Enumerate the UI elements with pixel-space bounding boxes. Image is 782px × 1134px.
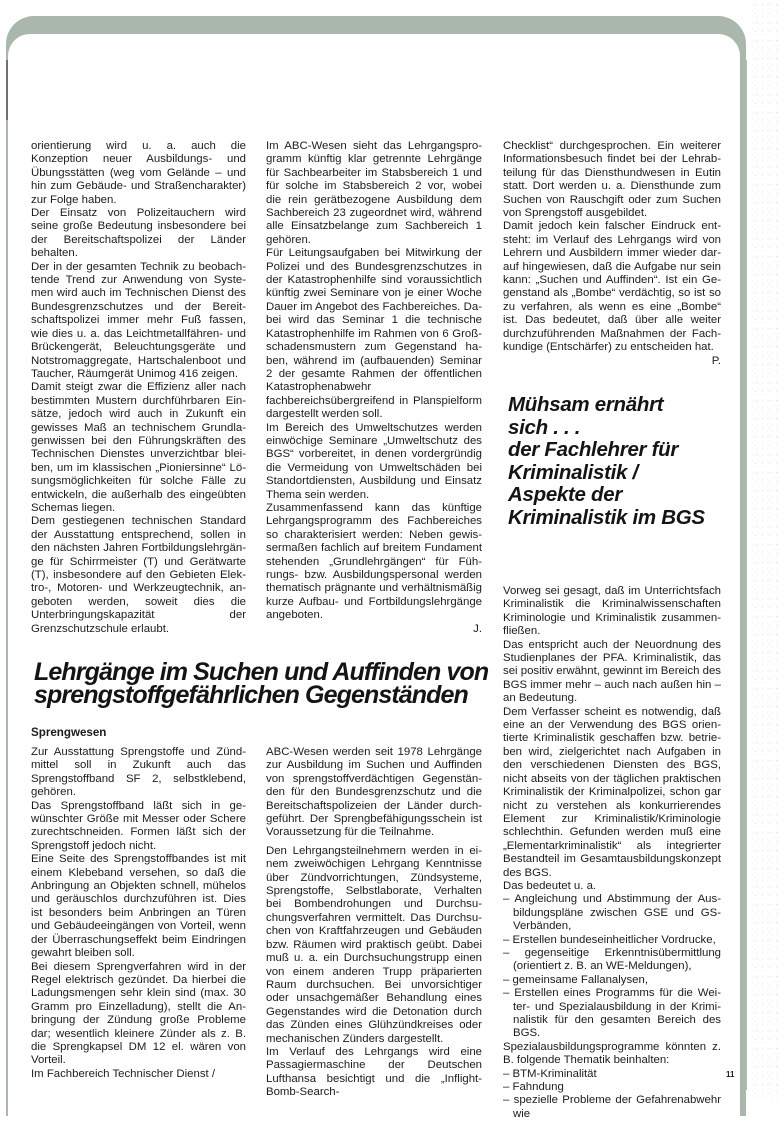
main-article-column-right <box>266 746 482 1100</box>
author-initial: J. <box>473 622 482 635</box>
column-b <box>266 140 482 636</box>
page-left-edge <box>6 60 8 120</box>
paragraph: Checklist“ durchgesprochen. Ein weiterer Informationsbesuch findet bei der Lehrabteilung für das Diensthundwesen in Eutin statt. Dort werden u. a. Diensthunde zum Suchen von Rauschgift oder zum Suchen von Sprengstoff ausgebildet. <box>503 140 721 220</box>
list-item: – Erstellen eines Programms für die Weiter- und Spezialausbildung in der Kriminalistik für den gesamten Bereich des BGS. <box>503 987 721 1040</box>
main-article-column-left <box>31 746 246 1081</box>
paragraph: Das entspricht auch der Neuordnung des Studienplanes der PFA. Kriminalistik, das sei positiv erwähnt, gewinnt im Bereich des BGS immer mehr – auch nach außen hin – an Bedeutung. <box>503 638 721 705</box>
paragraph: Damit steigt zwar die Effizienz aller nach bestimmten Mustern durchführbaren Einsätze, jedoch wird auch in Zukunft ein gewisses Maß an technischem Grundlagenwissen bei den Führungskräften des Technischen Dienstes unverzichtbar bleiben, um im klassischen „Pioniersinne“ Lösungsmöglichkeiten für solche Fälle zu entwickeln, die außerhalb des eingeübten Schemas liegen. <box>31 381 246 514</box>
main-article-headline <box>34 658 504 709</box>
list-item: – gemeinsame Fallanalysen, <box>503 973 648 986</box>
paragraph: Spezialausbildungsprogramme könnten z. B. folgende Thematik beinhalten: <box>503 1040 721 1067</box>
headline-line: Kriminalistik im BGS <box>508 505 705 529</box>
side-article-body <box>503 585 721 1121</box>
paragraph: ABC-Wesen werden seit 1978 Lehrgänge zur Ausbildung im Suchen und Auffinden von sprengstoffverdächtigen Gegenständen für den Bundesgrenzschutz und die Bereitschaftspolizeien der Länder durchgeführt. Der Sprengbefähigungsschein ist Voraussetzung für die Teilnahme. <box>266 746 482 839</box>
list-item: – BTM-Kriminalität <box>503 1067 597 1080</box>
paragraph: Vorweg sei gesagt, daß im Unterrichtsfach Kriminalistik die Kriminalwissenschaften Kriminologie und Kriminalistik zusammenfließen. <box>503 585 721 638</box>
scan-margin-noise <box>752 0 782 1100</box>
paragraph: Bei diesem Sprengverfahren wird in der Regel elektrisch gezündet. Da hierbei die Ladungsmengen sehr klein sind (max. 30 Gramm pro Einzelladung), stellt die Anbringung der Zündung große Probleme dar; wesentlich kleinere Zünder als z. B. die Sprengkapsel DM 12 el. wären von Vorteil. <box>31 960 246 1067</box>
headline-line: Kriminalistik / <box>508 460 638 484</box>
headline-line: der Fachlehrer für <box>508 438 679 461</box>
headline-line: Mühsam ernährt <box>508 393 664 416</box>
paragraph: Im ABC-Wesen sieht das Lehrgangsprogramm künftig klar getrennte Lehrgänge für Sachbearbeiter im Stabsbereich 1 und für solche im Stabsbereich 2 vor, wobei die rein gerätbezogene Ausbildung dem Sachbereich 23 zugeordnet wird, während alle Einsatzbelange zum Sachbereich 1 gehören. <box>266 140 482 246</box>
paragraph: Das bedeutet u. a. <box>503 879 597 892</box>
list-item: – Angleichung und Abstimmung der Ausbildungspläne zwischen GSE und GS-Verbänden, <box>503 893 721 933</box>
paragraph: Damit jedoch kein falscher Eindruck entsteht: im Verlauf des Lehrgangs wird von Lehrern und Ausbildern immer wieder darauf hingewiesen, daß die Aufgabe nur sein kann: „Suchen und Auffinden“. Ist ein Gegenstand als „Bombe“ verdächtig, so ist so zu verfahren, als wenn es eine „Bombe“ ist. Das bedeutet, daß über alle weiter durchzuführenden Maßnahmen der Fachkundige (Entschärfer) zu entscheiden hat. <box>503 220 721 354</box>
list-item: – Fahndung <box>503 1081 564 1094</box>
paragraph: Zur Ausstattung Sprengstoffe und Zündmittel soll in Zukunft auch das Sprengstoffband SF 2, selbstklebend, gehören. <box>31 746 246 799</box>
paragraph: Der Einsatz von Polizeitauchern wird seine große Bedeutung insbesondere bei der Bereitschaftspolizei der Länder behalten. <box>31 207 246 260</box>
headline-line: sich . . . <box>508 415 581 439</box>
paragraph: Der in der gesamten Technik zu beobachtende Trend zur Anwendung von Systemen wird auch im Technischen Dienst des Bundesgrenzschutzes und der Bereitschaftspolizei immer mehr Fuß fassen, wie dies u. a. das Leichtmetallfähren- und Brückengerät, Beleuchtungsgeräte und Notstromaggregate, Hartschalenboot und Taucher, Räumgerät Unimog 416 zeigen. <box>31 260 246 380</box>
page-right-edge <box>746 60 747 1090</box>
paragraph: Den Lehrgangsteilnehmern werden in einem zweiwöchigen Lehrgang Kenntnisse über Zündvorrichtungen, Zündsysteme, Sprengstoffe, Selbstlaborate, Verhalten bei Bombendrohungen und Durchsuchungsverfahren vermittelt. Das Durchsuchen von Kraftfahrzeugen und Gebäuden bzw. Räumen wird praktisch geübt. Dabei muß u. a. ein Durchsuchungstrupp einen von einem anderen Trupp präparierten Raum durchsuchen. Bei unvorsichtiger oder unsachgemäßer Behandlung eines Gegenstandes wird die Detonation durch das Zünden eines Glühzündkreises oder mechanischen Zünders dargestellt. <box>266 844 482 1045</box>
paragraph: orientierung wird u. a. auch die Konzeption neuer Ausbildungs- und Übungsstätten (weg vom Gelände – und hin zum Gebäude- und Straßencharakter) zur Folge haben. <box>31 140 246 206</box>
list-item: – spezielle Probleme der Gefahrenabwehr wie <box>503 1094 721 1120</box>
list-item: – gegenseitige Erkenntnisübermittlung (orientiert z. B. an WE-Meldungen), <box>503 946 721 973</box>
list-item: – Erstellen bundeseinheitlicher Vordrucke, <box>503 933 716 946</box>
paragraph: Dem gestiegenen technischen Standard der Ausstattung entsprechend, sollen in den nächsten Jahren Fortbildungslehrgänge für Schirrmeister (T) und Gerätwarte (T), insbesondere auf den Gebieten Elektro-, Motoren- und Werkzeugtechnik, angeboten werden, soweit dies die Unterbringungskapazität der Grenzschutzschule erlaubt. <box>31 515 246 635</box>
section-subheading: Sprengwesen <box>31 726 107 739</box>
column-a <box>31 140 246 636</box>
page-number: 11 <box>726 1070 735 1079</box>
side-article-headline <box>508 394 728 529</box>
column-c <box>503 140 721 368</box>
paragraph: Dem Verfasser scheint es notwendig, daß eine an der Verwendung des BGS orientierte Kriminalistik geschaffen bzw. betrieben wird, zielgerichtet nach Aufgaben in den verschiedenen Diensten des BGS, nicht abseits von der täglichen praktischen Kriminalistik der Kriminalpolizei, schon gar nicht zu verstehen als konkurrierendes Element zur Kriminalistik/Kriminologie schlechthin. Gefunden werden muß eine „Elementarkriminalistik“ als integrierter Bestandteil im Gesamtausbildungskonzept des BGS. <box>503 705 721 879</box>
paragraph: Eine Seite des Sprengstoffbandes ist mit einem Klebeband versehen, so daß die Anbringung an Objekten schnell, mühelos und geräuschlos durchzuführen ist. Dies ist besonders beim Anbringen an Türen und Gebäudeeingängen von Vorteil, wenn der Überraschungseffekt beim Eindringen gewahrt bleiben soll. <box>31 853 246 960</box>
author-initial: P. <box>711 354 721 367</box>
paragraph: Das Sprengstoffband läßt sich in gewünschter Größe mit Messer oder Schere zurechtschneiden. Formen läßt sich der Sprengstoff jedoch nicht. <box>31 799 246 852</box>
paragraph: Im Fachbereich Technischer Dienst / <box>31 1067 216 1080</box>
headline-line: sprengstoffgefährlichen Gegenständen <box>34 681 468 709</box>
paragraph: Im Bereich des Umweltschutzes werden einwöchige Seminare „Umweltschutz des BGS“ vorbereitet, in denen vordergründig die Vermeidung von Umweltschäden bei Standortdiensten, Ausbildung und Einsatz Thema sein werden. <box>266 421 482 501</box>
paragraph: Zusammenfassend kann das künftige Lehrgangsprogramm des Fachbereiches so charakterisiert werden: Neben gewissermaßen fachlich auf breitem Fundament stehenden „Grundlehrgängen“ für Führungs- bzw. Ausbildungspersonal werden thematisch prägnante und verhältnismäßig kurze Aufbau- und Fortbildungslehrgänge angeboten. <box>266 501 482 622</box>
headline-line: Aspekte der <box>508 483 623 506</box>
paragraph: Im Verlauf des Lehrgangs wird eine Passagiermaschine der Deutschen Lufthansa besichtigt und die „Inflight-Bomb-Search- <box>266 1045 482 1099</box>
headline-line: Lehrgänge im Suchen und Auffinden von <box>34 658 489 686</box>
paragraph: Für Leitungsaufgaben bei Mitwirkung der Polizei und des Bundesgrenzschutzes in der Katastrophenhilfe sind voraussichtlich künftig zwei Seminare von je einer Woche Dauer im Angebot des Fachbereiches. Dabei wird das Seminar 1 die technische Katastrophenhilfe im Rahmen von 6 Großschadensmustern zum Gegenstand haben, während im (aufbauenden) Seminar 2 der gesamte Rahmen der öffentlichen Katastrophenabwehr fachbereichsübergreifend in Planspielform dargestellt werden soll. <box>266 247 482 421</box>
